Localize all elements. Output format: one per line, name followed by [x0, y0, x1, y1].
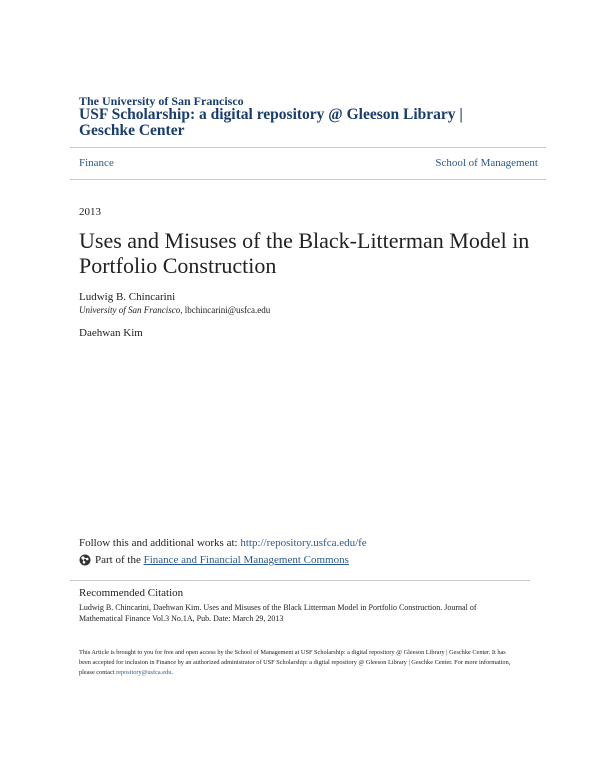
breadcrumb-school-of-management[interactable]: School of Management [435, 157, 538, 169]
repository-name[interactable]: USF Scholarship: a digital repository @ Gleeson Library | Geschke Center [79, 106, 463, 139]
commons-link[interactable]: Finance and Financial Management Commons [143, 554, 349, 566]
footer-text: This Article is brought to you for free and open access by the School of Management at USF Scholarship: a digital repository @ Gleeson Library | Geschke Center. It has been accepted for inclusion in Finance by an authorized administrator of USF Scholarship: a digital repository @ Gleeson Library | Geschke Center. For more information, please contact [79, 649, 511, 676]
contact-email-link[interactable]: repository@usfca.edu [116, 669, 172, 676]
footer-end: . [171, 669, 173, 676]
article-title: Uses and Misuses of the Black-Litterman Model in Portfolio Construction [79, 228, 530, 278]
publication-year: 2013 [79, 206, 101, 218]
author-1-affiliation [79, 305, 270, 315]
university-name: The University of San Francisco [79, 94, 244, 108]
part-of-line [79, 554, 349, 566]
header-divider-bottom [70, 179, 546, 180]
citation-heading: Recommended Citation [79, 587, 184, 599]
citation-divider [70, 580, 530, 581]
affiliation-name: University of San Francisco [79, 305, 181, 315]
header-divider-top [70, 147, 546, 148]
follow-line [79, 537, 367, 549]
repository-link[interactable]: http://repository.usfca.edu/fe [240, 537, 367, 549]
citation-text: Ludwig B. Chincarini, Daehwan Kim. Uses and Misuses of the Black Litterman Model in Portfolio Construction. Journal of Mathematical Finance Vol.3 No.1A, Pub. Date: March 29, 2013 [79, 603, 477, 623]
author-2-name: Daehwan Kim [79, 327, 143, 339]
author-1-name: Ludwig B. Chincarini [79, 291, 176, 303]
commons-network-icon [79, 554, 91, 566]
part-of-text: Part of the [95, 554, 141, 566]
breadcrumb-finance[interactable]: Finance [79, 157, 114, 169]
author-1-email: , lbchincarini@usfca.edu [180, 305, 271, 315]
footer-notice [79, 648, 519, 678]
follow-text: Follow this and additional works at: [79, 537, 241, 549]
